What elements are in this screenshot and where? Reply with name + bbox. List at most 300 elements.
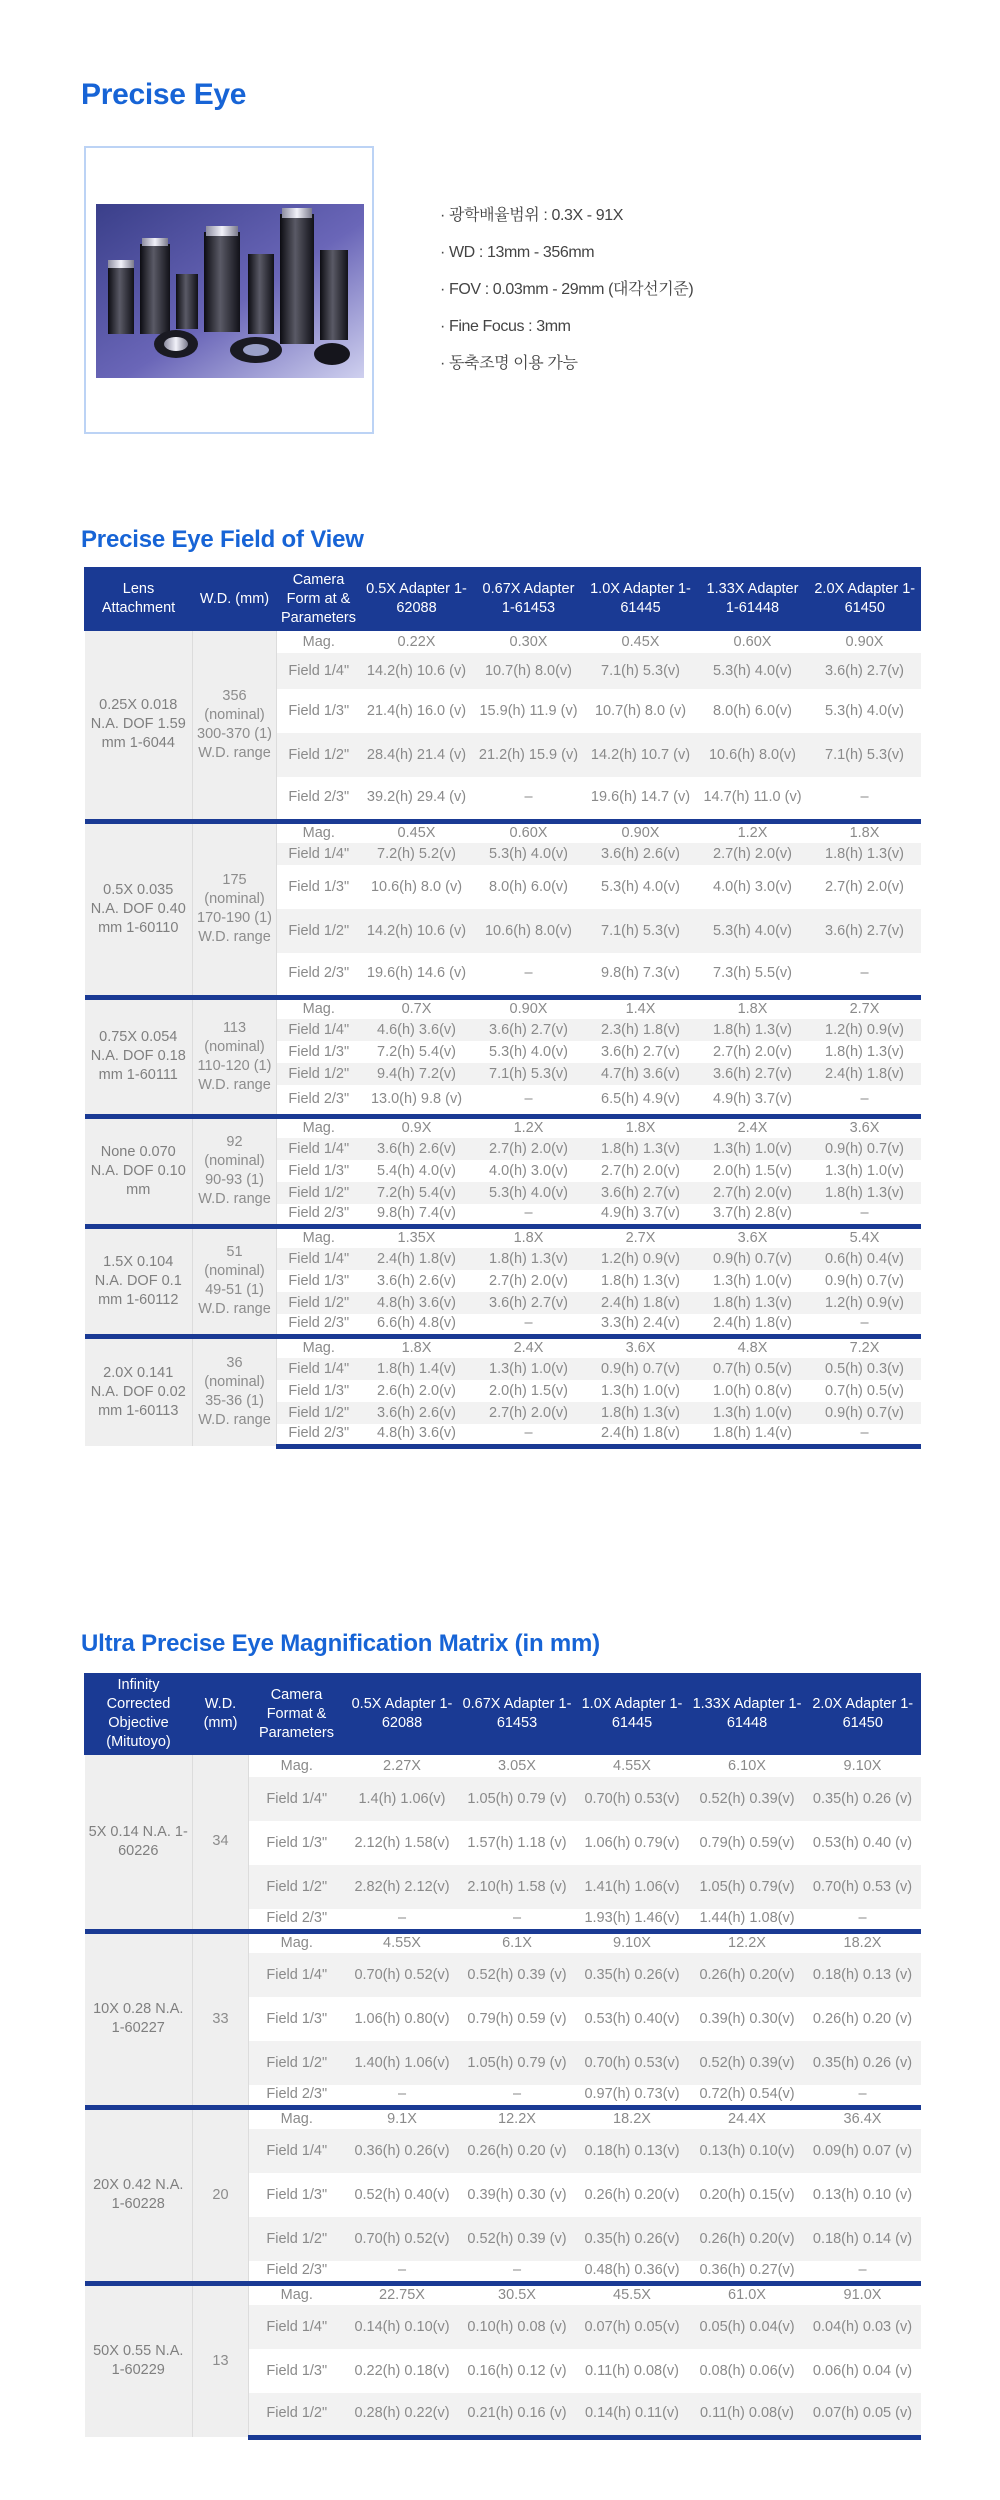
value-cell: – [860, 1090, 869, 1107]
value-cell: 0.35(h) 0.26(v) [575, 2217, 690, 2261]
value-cell: 0.35(h) 0.26(v) [575, 1953, 690, 1997]
column-header: Camera Format & Parameters [249, 1673, 345, 1755]
lens-cell: 0.25X 0.018 N.A. DOF 1.59 mm 1-6044 [85, 631, 193, 821]
value-cell: – [858, 2262, 867, 2279]
parameter-cell: Field 1/2" [249, 2217, 345, 2261]
upe-section-title: Ultra Precise Eye Magnification Matrix (in mm) [81, 1630, 600, 1657]
value-cell: 5.3(h) 4.0(v) [489, 1043, 568, 1060]
value-cell: 1.8(h) 1.3(v) [473, 1248, 585, 1270]
value-cell: 2.4(h) 1.8(v) [585, 1424, 697, 1446]
value-cell: 1.8(h) 1.3(v) [585, 1138, 697, 1160]
value-cell: 3.6(h) 2.7(v) [809, 653, 921, 689]
parameter-cell: Field 2/3" [288, 965, 350, 982]
value-cell: 0.39(h) 0.30(v) [699, 2010, 795, 2027]
wd-cell: 356 (nominal) 300-370 (1) W.D. range [193, 631, 277, 821]
value-cell: 1.05(h) 0.79 (v) [460, 1777, 575, 1821]
value-cell: 1.2(h) 0.9(v) [809, 1292, 921, 1314]
value-cell: 2.7(h) 2.0(v) [697, 843, 809, 865]
parameter-cell: Field 1/3" [288, 1382, 350, 1399]
value-cell: 4.55X [613, 1757, 651, 1774]
value-cell: 7.3(h) 5.5(v) [713, 965, 792, 982]
column-header: Camera Form at & Parameters [277, 567, 361, 631]
value-cell: 2.82(h) 2.12(v) [345, 1865, 460, 1909]
table-row [85, 631, 921, 653]
value-cell: 7.2X [809, 1336, 921, 1358]
parameter-cell: Field 1/4" [277, 653, 361, 689]
lens-cell: 1.5X 0.104 N.A. DOF 0.1 mm 1-60112 [85, 1226, 193, 1336]
wd-cell: 113 (nominal) 110-120 (1) W.D. range [193, 997, 277, 1116]
parameter-cell: Field 1/4" [277, 843, 361, 865]
parameter-cell: Field 1/3" [288, 702, 350, 719]
value-cell: 1.4X [585, 997, 697, 1019]
wd-cell: 33 [193, 1931, 249, 2107]
value-cell: – [809, 1424, 921, 1446]
value-cell: 4.0(h) 3.0(v) [489, 1162, 568, 1179]
value-cell: 0.79(h) 0.59(v) [699, 1834, 795, 1851]
parameter-cell: Field 1/4" [277, 1248, 361, 1270]
value-cell: 4.6(h) 3.6(v) [361, 1019, 473, 1041]
parameter-cell: Mag. [302, 633, 335, 650]
value-cell: 1.06(h) 0.80(v) [354, 2010, 450, 2027]
value-cell: 18.2X [575, 2107, 690, 2129]
value-cell: 3.6(h) 2.7(v) [601, 1043, 680, 1060]
spec-list [440, 204, 693, 389]
spec-item: · 동축조명 이용 가능 [440, 355, 578, 372]
value-cell: 0.16(h) 0.12 (v) [467, 2362, 567, 2379]
value-cell: 0.9(h) 0.7(v) [825, 1272, 904, 1289]
value-cell: 15.9(h) 11.9 (v) [479, 702, 578, 719]
parameter-cell: Mag. [277, 1226, 361, 1248]
value-cell: 0.07(h) 0.05 (v) [805, 2393, 921, 2437]
value-cell: 14.2(h) 10.6 (v) [361, 909, 473, 953]
value-cell: 1.8(h) 1.3(v) [697, 1292, 809, 1314]
value-cell: 1.8(h) 1.3(v) [809, 843, 921, 865]
column-header: 0.67X Adapter 1-61453 [460, 1673, 575, 1755]
value-cell: 1.0(h) 0.8(v) [713, 1382, 792, 1399]
value-cell: 0.7X [361, 997, 473, 1019]
value-cell: 3.6X [809, 1116, 921, 1138]
value-cell: 0.39(h) 0.30 (v) [467, 2186, 567, 2203]
value-cell: – [512, 2262, 522, 2279]
value-cell: 9.10X [575, 1931, 690, 1953]
value-cell: 0.52(h) 0.39(v) [690, 1777, 805, 1821]
value-cell: – [860, 789, 869, 806]
value-cell: 4.9(h) 3.7(v) [601, 1205, 680, 1222]
value-cell: 0.9(h) 0.7(v) [809, 1402, 921, 1424]
parameter-cell: Mag. [280, 1757, 313, 1774]
value-cell: 3.6X [697, 1226, 809, 1248]
value-cell: – [512, 2086, 522, 2103]
value-cell: 2.7(h) 2.0(v) [473, 1402, 585, 1424]
value-cell: 4.7(h) 3.6(v) [585, 1063, 697, 1085]
page-title: Precise Eye [81, 78, 247, 111]
table-row [85, 821, 921, 843]
value-cell: 21.2(h) 15.9 (v) [473, 733, 585, 777]
value-cell: 2.4(h) 1.8(v) [809, 1063, 921, 1085]
parameter-cell: Field 1/4" [249, 1953, 345, 1997]
wd-cell: 34 [193, 1755, 249, 1931]
value-cell: 0.10(h) 0.08 (v) [460, 2305, 575, 2349]
value-cell: 0.14(h) 0.11(v) [575, 2393, 690, 2437]
value-cell: 1.4(h) 1.06(v) [345, 1777, 460, 1821]
parameter-cell: Field 1/2" [277, 733, 361, 777]
column-header: 1.33X Adapter 1-61448 [697, 567, 809, 631]
value-cell: 0.11(h) 0.08(v) [584, 2362, 680, 2379]
column-header: 1.0X Adapter 1-61445 [585, 567, 697, 631]
value-cell: 3.6(h) 2.6(v) [361, 1402, 473, 1424]
wd-cell: 51 (nominal) 49-51 (1) W.D. range [193, 1226, 277, 1336]
value-cell: 6.5(h) 4.9(v) [601, 1090, 680, 1107]
value-cell: 0.26(h) 0.20(v) [690, 1953, 805, 1997]
column-header: 1.0X Adapter 1-61445 [575, 1673, 690, 1755]
spec-item: · WD : 13mm - 356mm [440, 244, 595, 261]
value-cell: 0.14(h) 0.10(v) [345, 2305, 460, 2349]
value-cell: 0.72(h) 0.54(v) [699, 2086, 795, 2103]
value-cell: 0.04(h) 0.03 (v) [805, 2305, 921, 2349]
value-cell: 0.90X [845, 633, 884, 650]
parameter-cell: Field 1/2" [249, 2393, 345, 2437]
fov-section-title: Precise Eye Field of View [81, 526, 364, 553]
fov-table [84, 567, 921, 1449]
column-header: 0.5X Adapter 1-62088 [345, 1673, 460, 1755]
value-cell: 61.0X [690, 2283, 805, 2305]
value-cell: – [858, 2086, 867, 2103]
value-cell: 45.5X [575, 2283, 690, 2305]
table-row [85, 2107, 921, 2129]
value-cell: 14.2(h) 10.7 (v) [585, 733, 697, 777]
parameter-cell: Mag. [249, 2283, 345, 2305]
parameter-cell: Field 2/3" [288, 789, 350, 806]
value-cell: 0.13(h) 0.10 (v) [812, 2186, 913, 2203]
lens-cell: 10X 0.28 N.A. 1-60227 [85, 1931, 193, 2107]
value-cell: 0.35(h) 0.26 (v) [805, 1777, 921, 1821]
value-cell: 6.6(h) 4.8(v) [377, 1315, 456, 1332]
value-cell: 1.2X [473, 1116, 585, 1138]
value-cell: 5.3(h) 4.0(v) [601, 878, 680, 895]
value-cell: 0.97(h) 0.73(v) [584, 2086, 680, 2103]
value-cell: 2.6(h) 2.0(v) [377, 1382, 456, 1399]
value-cell: 7.1(h) 5.3(v) [473, 1063, 585, 1085]
value-cell: 1.8(h) 1.3(v) [825, 1043, 904, 1060]
value-cell: 1.40(h) 1.06(v) [345, 2041, 460, 2085]
value-cell: 1.8X [473, 1226, 585, 1248]
value-cell: 1.2X [697, 821, 809, 843]
product-photo [96, 204, 364, 378]
parameter-cell: Field 2/3" [277, 1424, 361, 1446]
column-header: 0.5X Adapter 1-62088 [361, 567, 473, 631]
value-cell: 3.6(h) 2.7(v) [697, 1063, 809, 1085]
value-cell: 12.2X [460, 2107, 575, 2129]
value-cell: – [524, 1315, 533, 1332]
value-cell: 10.6(h) 8.0(v) [697, 733, 809, 777]
value-cell: 2.7X [809, 997, 921, 1019]
value-cell: 2.4X [697, 1116, 809, 1138]
value-cell: 0.08(h) 0.06(v) [699, 2362, 795, 2379]
value-cell: 10.6(h) 8.0 (v) [370, 878, 463, 895]
column-header: 0.67X Adapter 1-61453 [473, 567, 585, 631]
column-header: Lens Attachment [85, 567, 193, 631]
value-cell: 7.2(h) 5.2(v) [361, 843, 473, 865]
value-cell: 1.8(h) 1.3(v) [585, 1402, 697, 1424]
parameter-cell: Field 1/3" [288, 1162, 350, 1179]
value-cell: 0.70(h) 0.52(v) [345, 2217, 460, 2261]
parameter-cell: Field 1/4" [249, 1777, 345, 1821]
table-row [85, 1755, 921, 1777]
value-cell: – [397, 2086, 407, 2103]
value-cell: 8.0(h) 6.0(v) [489, 878, 568, 895]
parameter-cell: Mag. [277, 821, 361, 843]
value-cell: 0.20(h) 0.15(v) [699, 2186, 795, 2203]
value-cell: 2.3(h) 1.8(v) [585, 1019, 697, 1041]
value-cell: 1.41(h) 1.06(v) [575, 1865, 690, 1909]
value-cell: 0.70(h) 0.53(v) [575, 1777, 690, 1821]
value-cell: 0.52(h) 0.39 (v) [460, 1953, 575, 1997]
parameter-cell: Field 2/3" [288, 1315, 350, 1332]
value-cell: – [524, 789, 533, 806]
value-cell: – [524, 1090, 533, 1107]
value-cell: 4.55X [345, 1931, 460, 1953]
value-cell: 2.27X [383, 1757, 421, 1774]
value-cell: 0.7(h) 0.5(v) [697, 1358, 809, 1380]
table-row [85, 1931, 921, 1953]
value-cell: 0.60X [733, 633, 772, 650]
value-cell: 0.18(h) 0.14 (v) [805, 2217, 921, 2261]
value-cell: 13.0(h) 9.8 (v) [370, 1090, 463, 1107]
value-cell: 6.1X [460, 1931, 575, 1953]
parameter-cell: Mag. [277, 1116, 361, 1138]
lens-cell: 50X 0.55 N.A. 1-60229 [85, 2283, 193, 2437]
value-cell: 30.5X [460, 2283, 575, 2305]
value-cell: 1.8X [809, 821, 921, 843]
value-cell: 1.8X [585, 1116, 697, 1138]
value-cell: 0.9X [361, 1116, 473, 1138]
value-cell: 2.7X [585, 1226, 697, 1248]
column-header: W.D. (mm) [193, 1673, 249, 1755]
value-cell: 0.70(h) 0.53(v) [575, 2041, 690, 2085]
value-cell: 1.8(h) 1.4(v) [697, 1424, 809, 1446]
value-cell: 39.2(h) 29.4 (v) [366, 789, 467, 806]
value-cell: 0.26(h) 0.20(v) [584, 2186, 680, 2203]
value-cell: 3.6(h) 2.6(v) [377, 1272, 456, 1289]
value-cell: 21.4(h) 16.0 (v) [366, 702, 467, 719]
value-cell: – [512, 1910, 522, 1927]
value-cell: 2.7(h) 2.0(v) [473, 1138, 585, 1160]
value-cell: 9.8(h) 7.4(v) [377, 1205, 456, 1222]
column-header: Infinity Corrected Objective (Mitutoyo) [85, 1673, 193, 1755]
value-cell: 1.8(h) 1.4(v) [361, 1358, 473, 1380]
value-cell: 1.8(h) 1.3(v) [809, 1182, 921, 1204]
value-cell: 2.7(h) 2.0(v) [697, 1182, 809, 1204]
value-cell: 1.8(h) 1.3(v) [697, 1019, 809, 1041]
value-cell: 9.1X [345, 2107, 460, 2129]
value-cell: 7.2(h) 5.4(v) [377, 1043, 456, 1060]
parameter-cell: Mag. [249, 1931, 345, 1953]
value-cell: 7.1(h) 5.3(v) [809, 733, 921, 777]
value-cell: 1.8(h) 1.3(v) [601, 1272, 680, 1289]
parameter-cell: Mag. [249, 2107, 345, 2129]
value-cell: 8.0(h) 6.0(v) [713, 702, 792, 719]
wd-cell: 13 [193, 2283, 249, 2437]
value-cell: 5.4(h) 4.0(v) [377, 1162, 456, 1179]
lens-cell: 0.75X 0.054 N.A. DOF 0.18 mm 1-60111 [85, 997, 193, 1116]
parameter-cell: Field 2/3" [266, 2086, 328, 2103]
value-cell: 0.53(h) 0.40(v) [584, 2010, 680, 2027]
spec-item: · FOV : 0.03mm - 29mm (대각선기준) [440, 281, 694, 298]
parameter-cell: Field 1/2" [249, 1865, 345, 1909]
value-cell: 2.0(h) 1.5(v) [489, 1382, 568, 1399]
parameter-cell: Field 2/3" [266, 1910, 328, 1927]
parameter-cell: Field 1/4" [277, 1019, 361, 1041]
lens-cell: 20X 0.42 N.A. 1-60228 [85, 2107, 193, 2283]
lens-cell: 0.5X 0.035 N.A. DOF 0.40 mm 1-60110 [85, 821, 193, 997]
value-cell: 0.45X [621, 633, 660, 650]
parameter-cell: Field 2/3" [288, 1205, 350, 1222]
value-cell: 14.7(h) 11.0 (v) [703, 789, 802, 806]
parameter-cell: Field 1/2" [249, 2041, 345, 2085]
value-cell: 4.8(h) 3.6(v) [361, 1424, 473, 1446]
value-cell: 4.8(h) 3.6(v) [361, 1292, 473, 1314]
value-cell: 1.2(h) 0.9(v) [585, 1248, 697, 1270]
value-cell: – [524, 965, 533, 982]
value-cell: 0.90X [585, 821, 697, 843]
value-cell: 2.10(h) 1.58 (v) [460, 1865, 575, 1909]
parameter-cell: Field 1/3" [266, 2362, 328, 2379]
value-cell: 6.10X [728, 1757, 766, 1774]
value-cell: 0.22X [397, 633, 436, 650]
value-cell: 0.26(h) 0.20 (v) [812, 2010, 913, 2027]
wd-cell: 36 (nominal) 35-36 (1) W.D. range [193, 1336, 277, 1446]
value-cell: 3.6(h) 2.6(v) [585, 843, 697, 865]
value-cell: 0.90X [473, 997, 585, 1019]
lens-cell: None 0.070 N.A. DOF 0.10 mm [85, 1116, 193, 1226]
value-cell: 0.22(h) 0.18(v) [354, 2362, 450, 2379]
value-cell: 1.44(h) 1.08(v) [699, 1910, 795, 1927]
value-cell: 1.05(h) 0.79 (v) [460, 2041, 575, 2085]
value-cell: 22.75X [345, 2283, 460, 2305]
parameter-cell: Field 1/2" [277, 1182, 361, 1204]
parameter-cell: Field 1/3" [266, 1834, 328, 1851]
value-cell: 0.13(h) 0.10(v) [690, 2129, 805, 2173]
value-cell: 3.6(h) 2.7(v) [809, 909, 921, 953]
value-cell: 10.7(h) 8.0(v) [473, 653, 585, 689]
value-cell: 1.05(h) 0.79(v) [690, 1865, 805, 1909]
value-cell: 3.6X [585, 1336, 697, 1358]
value-cell: 0.52(h) 0.39 (v) [460, 2217, 575, 2261]
value-cell: – [397, 2262, 407, 2279]
value-cell: 10.7(h) 8.0 (v) [594, 702, 687, 719]
value-cell: 9.8(h) 7.3(v) [601, 965, 680, 982]
parameter-cell: Field 1/3" [288, 878, 350, 895]
table-row [85, 1226, 921, 1248]
value-cell: 19.6(h) 14.7 (v) [590, 789, 691, 806]
value-cell: 24.4X [690, 2107, 805, 2129]
lens-cell: 2.0X 0.141 N.A. DOF 0.02 mm 1-60113 [85, 1336, 193, 1446]
parameter-cell: Field 1/3" [266, 2010, 328, 2027]
spec-item: · 광학배율범위 : 0.3X - 91X [440, 207, 624, 224]
value-cell: 2.0(h) 1.5(v) [713, 1162, 792, 1179]
wd-cell: 92 (nominal) 90-93 (1) W.D. range [193, 1116, 277, 1226]
table-row [85, 1336, 921, 1358]
value-cell: 1.3(h) 1.0(v) [697, 1138, 809, 1160]
value-cell: 4.8X [697, 1336, 809, 1358]
value-cell: 0.9(h) 0.7(v) [585, 1358, 697, 1380]
column-header: 1.33X Adapter 1-61448 [690, 1673, 805, 1755]
value-cell: 0.09(h) 0.07 (v) [805, 2129, 921, 2173]
value-cell: 1.93(h) 1.46(v) [584, 1910, 680, 1927]
value-cell: 2.4X [473, 1336, 585, 1358]
table-row [85, 997, 921, 1019]
parameter-cell: Field 1/3" [266, 2186, 328, 2203]
value-cell: 0.52(h) 0.40(v) [354, 2186, 450, 2203]
value-cell: – [473, 1424, 585, 1446]
value-cell: 10.6(h) 8.0(v) [473, 909, 585, 953]
value-cell: 1.3(h) 1.0(v) [473, 1358, 585, 1380]
value-cell: 2.7(h) 2.0(v) [601, 1162, 680, 1179]
value-cell: 3.6(h) 2.7(v) [585, 1182, 697, 1204]
value-cell: 18.2X [805, 1931, 921, 1953]
value-cell: – [860, 965, 869, 982]
table-row [85, 1116, 921, 1138]
value-cell: 0.79(h) 0.59 (v) [467, 2010, 567, 2027]
value-cell: 0.30X [509, 633, 548, 650]
parameter-cell: Mag. [277, 997, 361, 1019]
value-cell: 0.28(h) 0.22(v) [345, 2393, 460, 2437]
value-cell: 3.05X [498, 1757, 536, 1774]
value-cell: 2.4(h) 1.8(v) [713, 1315, 792, 1332]
column-header: 2.0X Adapter 1-61450 [809, 567, 921, 631]
parameter-cell: Mag. [277, 1336, 361, 1358]
value-cell: 91.0X [805, 2283, 921, 2305]
value-cell: 0.53(h) 0.40 (v) [812, 1834, 913, 1851]
value-cell: 7.1(h) 5.3(v) [585, 909, 697, 953]
product-image-frame [84, 146, 374, 434]
parameter-cell: Field 1/2" [277, 909, 361, 953]
parameter-cell: Field 1/4" [249, 2305, 345, 2349]
value-cell: 2.7(h) 2.0(v) [713, 1043, 792, 1060]
parameter-cell: Field 1/4" [249, 2129, 345, 2173]
value-cell: 5.3(h) 4.0(v) [697, 653, 809, 689]
value-cell: 3.3(h) 2.4(v) [601, 1315, 680, 1332]
value-cell: 1.3(h) 1.0(v) [697, 1402, 809, 1424]
value-cell: 1.8X [361, 1336, 473, 1358]
spec-item: · Fine Focus : 3mm [440, 318, 571, 335]
value-cell: 2.4(h) 1.8(v) [585, 1292, 697, 1314]
value-cell: 2.4(h) 1.8(v) [361, 1248, 473, 1270]
value-cell: 1.2(h) 0.9(v) [809, 1019, 921, 1041]
value-cell: 1.06(h) 0.79(v) [584, 1834, 680, 1851]
value-cell: 0.21(h) 0.16 (v) [460, 2393, 575, 2437]
parameter-cell: Field 1/2" [277, 1402, 361, 1424]
value-cell: 1.57(h) 1.18 (v) [467, 1834, 567, 1851]
parameter-cell: Field 1/4" [277, 1358, 361, 1380]
value-cell: 7.1(h) 5.3(v) [585, 653, 697, 689]
value-cell: 9.4(h) 7.2(v) [361, 1063, 473, 1085]
value-cell: 1.3(h) 1.0(v) [601, 1382, 680, 1399]
value-cell: 0.5(h) 0.3(v) [809, 1358, 921, 1380]
parameter-cell: Field 1/4" [277, 1138, 361, 1160]
upe-table [84, 1673, 921, 2440]
wd-cell: 175 (nominal) 170-190 (1) W.D. range [193, 821, 277, 997]
lens-cell: 5X 0.14 N.A. 1-60226 [85, 1755, 193, 1931]
value-cell: 19.6(h) 14.6 (v) [366, 965, 467, 982]
value-cell: 0.45X [361, 821, 473, 843]
value-cell: 3.6(h) 2.7(v) [473, 1292, 585, 1314]
value-cell: 36.4X [805, 2107, 921, 2129]
value-cell: 9.10X [843, 1757, 882, 1774]
value-cell: 5.4X [809, 1226, 921, 1248]
value-cell: 0.36(h) 0.27(v) [699, 2262, 795, 2279]
value-cell: – [397, 1910, 407, 1927]
